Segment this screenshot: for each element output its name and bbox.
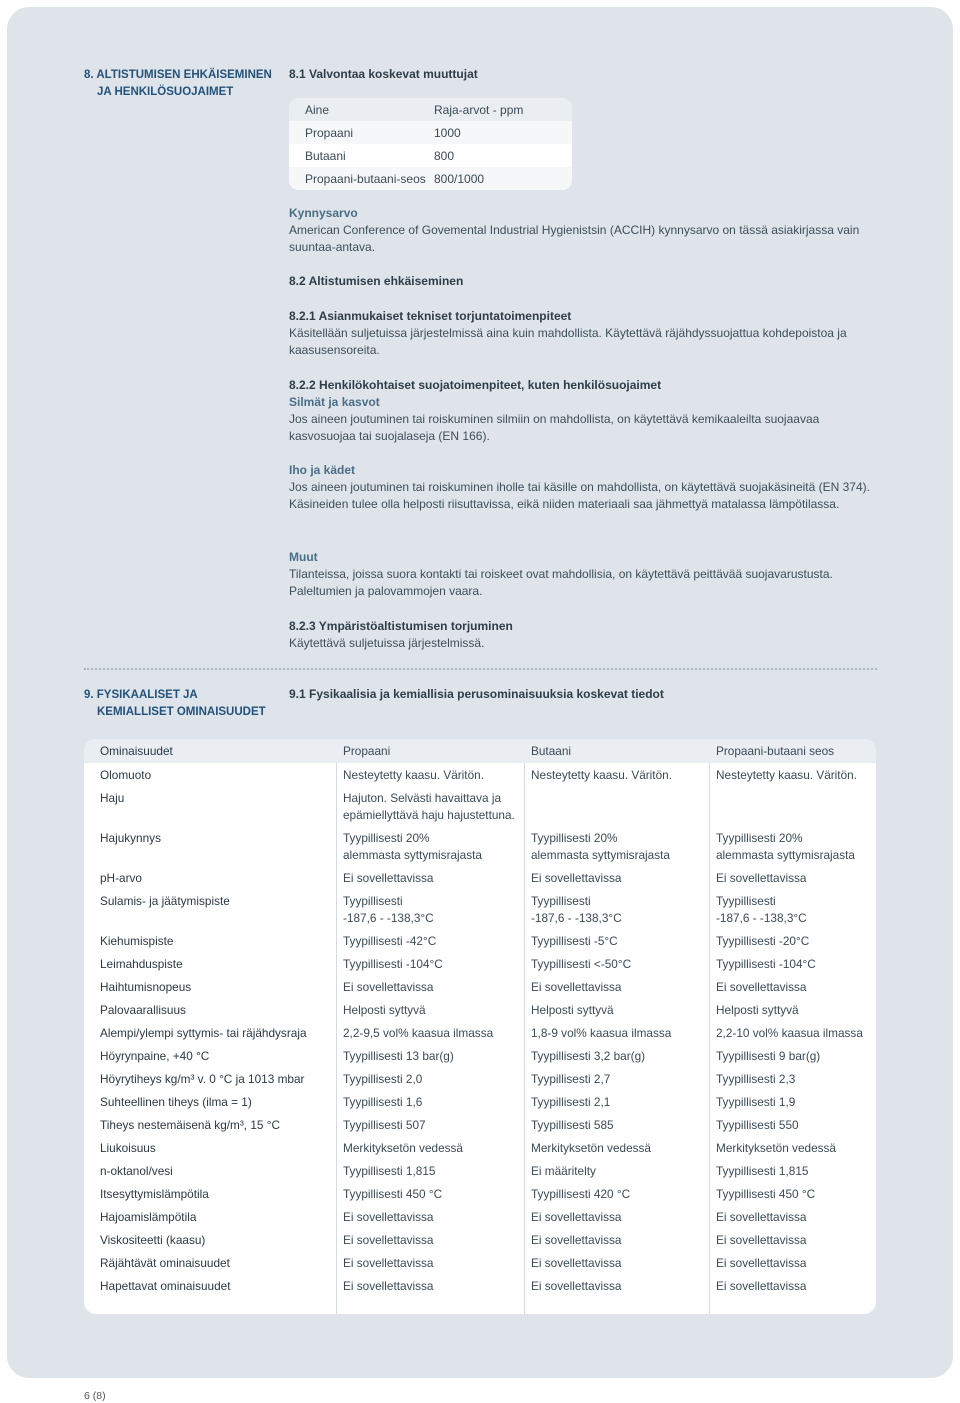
property-name-cell: Räjähtävät ominaisuudet bbox=[100, 1256, 230, 1270]
limits-cell: 1000 bbox=[434, 125, 461, 140]
limits-cell: 800/1000 bbox=[434, 171, 485, 186]
table-row bbox=[84, 870, 876, 887]
property-value-cell: Ei sovellettavissa bbox=[716, 980, 807, 994]
property-value-cell: Tyypillisesti -42°C bbox=[343, 934, 437, 948]
property-name-cell: Hapettavat ominaisuudet bbox=[100, 1279, 231, 1293]
skin-text: Jos aineen joutuminen tai roiskuminen iholle tai käsille on mahdollista, on käytettävä suojakäsineitä (EN 374). Käsineiden tulee olla helposti riisuttavissa, eikä niiden materiaali saa jähmettyä matalassa lämpötilassa. bbox=[289, 480, 870, 511]
header-property: Ominaisuudet bbox=[100, 744, 173, 758]
property-value-cell: Tyypillisesti 1,815 bbox=[716, 1164, 809, 1178]
property-value-cell: Ei määritelty bbox=[531, 1164, 596, 1178]
property-value-cell: Tyypillisesti 585 bbox=[531, 1118, 614, 1132]
limits-cell: 800 bbox=[434, 148, 455, 163]
section-8-2-1-block bbox=[289, 308, 879, 359]
property-value-cell: Ei sovellettavissa bbox=[531, 1279, 622, 1293]
table-row bbox=[84, 1163, 876, 1180]
limits-cell: Propaani-butaani-seos bbox=[305, 171, 426, 186]
property-name-cell: Höyrytiheys kg/m³ v. 0 °C ja 1013 mbar bbox=[100, 1072, 305, 1086]
limits-row bbox=[289, 167, 572, 190]
property-value-cell: 1,8-9 vol% kaasua ilmassa bbox=[531, 1026, 672, 1040]
section-9-1-title: 9.1 Fysikaalisia ja kemiallisia perusominaisuuksia koskevat tiedot bbox=[289, 687, 664, 701]
property-value-cell: Tyypillisesti -5°C bbox=[531, 934, 618, 948]
header-propane: Propaani bbox=[343, 744, 391, 758]
table-row bbox=[84, 1071, 876, 1088]
section-8-heading bbox=[84, 67, 272, 101]
table-row bbox=[84, 767, 876, 784]
property-value-cell: Tyypillisesti <-50°C bbox=[531, 957, 632, 971]
property-name-cell: Leimahduspiste bbox=[100, 957, 183, 971]
property-name-cell: n-oktanol/vesi bbox=[100, 1164, 173, 1178]
section-8-heading-line1: 8. ALTISTUMISEN EHKÄISEMINEN bbox=[84, 69, 272, 81]
property-name-cell: Haihtumisnopeus bbox=[100, 980, 192, 994]
property-value-cell: Merkityksetön vedessä bbox=[716, 1141, 836, 1155]
other-text: Tilanteissa, joissa suora kontakti tai roiskeet ovat mahdollisia, on käytettävä peittävää suojavarustusta. Paleltumien ja palovammojen vaara. bbox=[289, 567, 833, 598]
limits-cell: Propaani bbox=[305, 125, 354, 140]
property-value-cell: Ei sovellettavissa bbox=[531, 871, 622, 885]
property-value-cell: Ei sovellettavissa bbox=[716, 871, 807, 885]
property-value-cell: Helposti syttyvä bbox=[343, 1003, 426, 1017]
table-row bbox=[84, 956, 876, 973]
property-value-cell: Tyypillisesti 9 bar(g) bbox=[716, 1049, 821, 1063]
limits-cell: Butaani bbox=[305, 148, 346, 163]
property-value-cell: Ei sovellettavissa bbox=[343, 1256, 434, 1270]
section-divider bbox=[84, 668, 877, 670]
limits-header-substance: Aine bbox=[305, 102, 330, 117]
property-value-cell bbox=[524, 790, 709, 824]
property-name-cell: Itsesyttymislämpötila bbox=[100, 1187, 209, 1201]
property-name-cell: Kiehumispiste bbox=[100, 934, 174, 948]
property-name-cell: Olomuoto bbox=[100, 768, 152, 782]
skin-label: Iho ja kädet bbox=[289, 463, 356, 477]
kynnysarvo-label: Kynnysarvo bbox=[289, 206, 358, 220]
property-value-cell: Ei sovellettavissa bbox=[343, 980, 434, 994]
property-value-cell: Tyypillisesti 420 °C bbox=[531, 1187, 631, 1201]
limits-row bbox=[289, 144, 572, 167]
property-value-cell: Tyypillisesti 2,3 bbox=[716, 1072, 796, 1086]
properties-table-header bbox=[84, 739, 876, 763]
table-row bbox=[84, 1002, 876, 1019]
property-value-cell: Tyypillisesti -187,6 - -138,3°C bbox=[531, 894, 622, 925]
property-value-cell: Nesteytetty kaasu. Väritön. bbox=[343, 768, 484, 782]
property-value-cell: Nesteytetty kaasu. Väritön. bbox=[531, 768, 672, 782]
table-row bbox=[84, 1209, 876, 1226]
property-value-cell: Ei sovellettavissa bbox=[716, 1210, 807, 1224]
eyes-text: Jos aineen joutuminen tai roiskuminen silmiin on mahdollista, on käytettävä kemikaaleilta suojaavaa kasvosuojaa tai suojalaseja (EN 166). bbox=[289, 412, 820, 443]
property-value-cell: Tyypillisesti 2,1 bbox=[531, 1095, 611, 1109]
property-value-cell: 2,2-10 vol% kaasua ilmassa bbox=[716, 1026, 863, 1040]
property-value-cell: Ei sovellettavissa bbox=[343, 1233, 434, 1247]
other-block bbox=[289, 549, 879, 600]
skin-block bbox=[289, 462, 879, 513]
section-9-heading-line2: KEMIALLISET OMINAISUUDET bbox=[97, 706, 266, 718]
table-row bbox=[84, 1117, 876, 1134]
property-value-cell: Tyypillisesti -20°C bbox=[716, 934, 810, 948]
property-value-cell: Tyypillisesti 20% alemmasta syttymisrajasta bbox=[531, 831, 670, 862]
property-name-cell: Hajukynnys bbox=[100, 831, 161, 845]
property-name-cell: pH-arvo bbox=[100, 871, 142, 885]
property-value-cell: Helposti syttyvä bbox=[716, 1003, 799, 1017]
section-8-2-3-text: Käytettävä suljetuissa järjestelmissä. bbox=[289, 636, 485, 650]
section-8-1-title: 8.1 Valvontaa koskevat muuttujat bbox=[289, 67, 478, 81]
section-8-heading-line2: JA HENKILÖSUOJAIMET bbox=[97, 86, 234, 98]
property-value-cell: Merkityksetön vedessä bbox=[531, 1141, 651, 1155]
limits-table-header bbox=[289, 98, 572, 121]
property-value-cell: Tyypillisesti 2,0 bbox=[343, 1072, 423, 1086]
property-name-cell: Tiheys nestemäisenä kg/m³, 15 °C bbox=[100, 1118, 280, 1132]
limits-header-value: Raja-arvot - ppm bbox=[434, 102, 524, 117]
property-name-cell: Hajoamislämpötila bbox=[100, 1210, 197, 1224]
table-row bbox=[84, 1255, 876, 1272]
property-value-cell: Tyypillisesti -187,6 - -138,3°C bbox=[343, 894, 434, 925]
table-row bbox=[84, 1048, 876, 1065]
property-value-cell: Tyypillisesti 507 bbox=[343, 1118, 426, 1132]
section-8-2-title: 8.2 Altistumisen ehkäiseminen bbox=[289, 274, 464, 288]
table-row bbox=[84, 1094, 876, 1111]
page-number: 6 (8) bbox=[84, 1390, 106, 1402]
table-row bbox=[84, 830, 876, 864]
table-row bbox=[84, 1186, 876, 1203]
property-name-cell: Haju bbox=[100, 791, 125, 805]
property-value-cell bbox=[709, 790, 876, 824]
property-value-cell: Tyypillisesti 1,6 bbox=[343, 1095, 423, 1109]
table-row bbox=[84, 933, 876, 950]
property-name-cell: Höyrynpaine, +40 °C bbox=[100, 1049, 210, 1063]
table-row bbox=[84, 1278, 876, 1295]
section-8-2-1-title: 8.2.1 Asianmukaiset tekniset torjuntatoimenpiteet bbox=[289, 309, 572, 323]
property-name-cell: Liukoisuus bbox=[100, 1141, 156, 1155]
property-value-cell: Tyypillisesti -187,6 - -138,3°C bbox=[716, 894, 807, 925]
kynnysarvo-text: American Conference of Govemental Industrial Hygienistsin (ACCIH) kynnysarvo on tässä asiakirjassa vain suuntaa-antava. bbox=[289, 223, 860, 254]
properties-table bbox=[84, 739, 876, 1314]
property-value-cell: Tyypillisesti 450 °C bbox=[716, 1187, 816, 1201]
property-value-cell: Ei sovellettavissa bbox=[716, 1279, 807, 1293]
property-name-cell: Viskositeetti (kaasu) bbox=[100, 1233, 206, 1247]
property-value-cell: Hajuton. Selvästi havaittava ja epämiellyttävä haju hajustettuna. bbox=[343, 791, 515, 822]
property-value-cell: Tyypillisesti 1,815 bbox=[343, 1164, 436, 1178]
property-value-cell: Tyypillisesti 550 bbox=[716, 1118, 799, 1132]
property-value-cell: Tyypillisesti -104°C bbox=[343, 957, 443, 971]
section-9-heading bbox=[84, 687, 266, 721]
table-row bbox=[84, 979, 876, 996]
table-row bbox=[84, 1232, 876, 1249]
property-name-cell: Palovaarallisuus bbox=[100, 1003, 186, 1017]
property-value-cell: Nesteytetty kaasu. Väritön. bbox=[716, 768, 857, 782]
header-butane: Butaani bbox=[531, 744, 572, 758]
property-name-cell: Suhteellinen tiheys (ilma = 1) bbox=[100, 1095, 252, 1109]
property-value-cell: Tyypillisesti -104°C bbox=[716, 957, 816, 971]
property-value-cell: Ei sovellettavissa bbox=[343, 1279, 434, 1293]
property-value-cell: Tyypillisesti 20% alemmasta syttymisrajasta bbox=[343, 831, 482, 862]
property-value-cell: Ei sovellettavissa bbox=[343, 1210, 434, 1224]
property-value-cell: Tyypillisesti 450 °C bbox=[343, 1187, 443, 1201]
property-value-cell: Tyypillisesti 20% alemmasta syttymisrajasta bbox=[716, 831, 855, 862]
limits-row bbox=[289, 121, 572, 144]
header-mixture: Propaani-butaani seos bbox=[716, 744, 835, 758]
section-9-heading-line1: 9. FYSIKAALISET JA bbox=[84, 689, 198, 701]
property-value-cell: Tyypillisesti 1,9 bbox=[716, 1095, 796, 1109]
property-value-cell: Tyypillisesti 13 bar(g) bbox=[343, 1049, 454, 1063]
property-value-cell: Helposti syttyvä bbox=[531, 1003, 614, 1017]
limits-table bbox=[289, 98, 572, 190]
property-value-cell: Tyypillisesti 3,2 bar(g) bbox=[531, 1049, 646, 1063]
table-row bbox=[84, 893, 876, 927]
property-value-cell: Tyypillisesti 2,7 bbox=[531, 1072, 611, 1086]
property-name-cell: Sulamis- ja jäätymispiste bbox=[100, 894, 230, 908]
section-8-2-3-block bbox=[289, 618, 879, 652]
property-value-cell: Ei sovellettavissa bbox=[716, 1256, 807, 1270]
property-value-cell: Ei sovellettavissa bbox=[716, 1233, 807, 1247]
property-value-cell: Ei sovellettavissa bbox=[531, 1210, 622, 1224]
property-value-cell: Ei sovellettavissa bbox=[531, 1256, 622, 1270]
section-8-2-3-title: 8.2.3 Ympäristöaltistumisen torjuminen bbox=[289, 619, 513, 633]
property-value-cell: Ei sovellettavissa bbox=[531, 1233, 622, 1247]
property-value-cell: Merkityksetön vedessä bbox=[343, 1141, 463, 1155]
section-8-2-2-block bbox=[289, 377, 879, 445]
kynnysarvo-block bbox=[289, 205, 879, 256]
other-label: Muut bbox=[289, 550, 318, 564]
property-value-cell: 2,2-9,5 vol% kaasua ilmassa bbox=[343, 1026, 494, 1040]
eyes-label: Silmät ja kasvot bbox=[289, 395, 380, 409]
table-row bbox=[84, 1025, 876, 1042]
table-row bbox=[84, 790, 876, 824]
section-8-2-1-text: Käsitellään suljetuissa järjestelmissä aina kuin mahdollista. Käytettävä räjähdyssuojattua kohdepoistoa ja kaasusensoreita. bbox=[289, 326, 847, 357]
section-8-2-2-title: 8.2.2 Henkilökohtaiset suojatoimenpiteet, kuten henkilösuojaimet bbox=[289, 378, 662, 392]
property-name-cell: Alempi/ylempi syttymis- tai räjähdysraja bbox=[100, 1026, 307, 1040]
property-value-cell: Ei sovellettavissa bbox=[343, 871, 434, 885]
property-value-cell: Ei sovellettavissa bbox=[531, 980, 622, 994]
table-row bbox=[84, 1140, 876, 1157]
